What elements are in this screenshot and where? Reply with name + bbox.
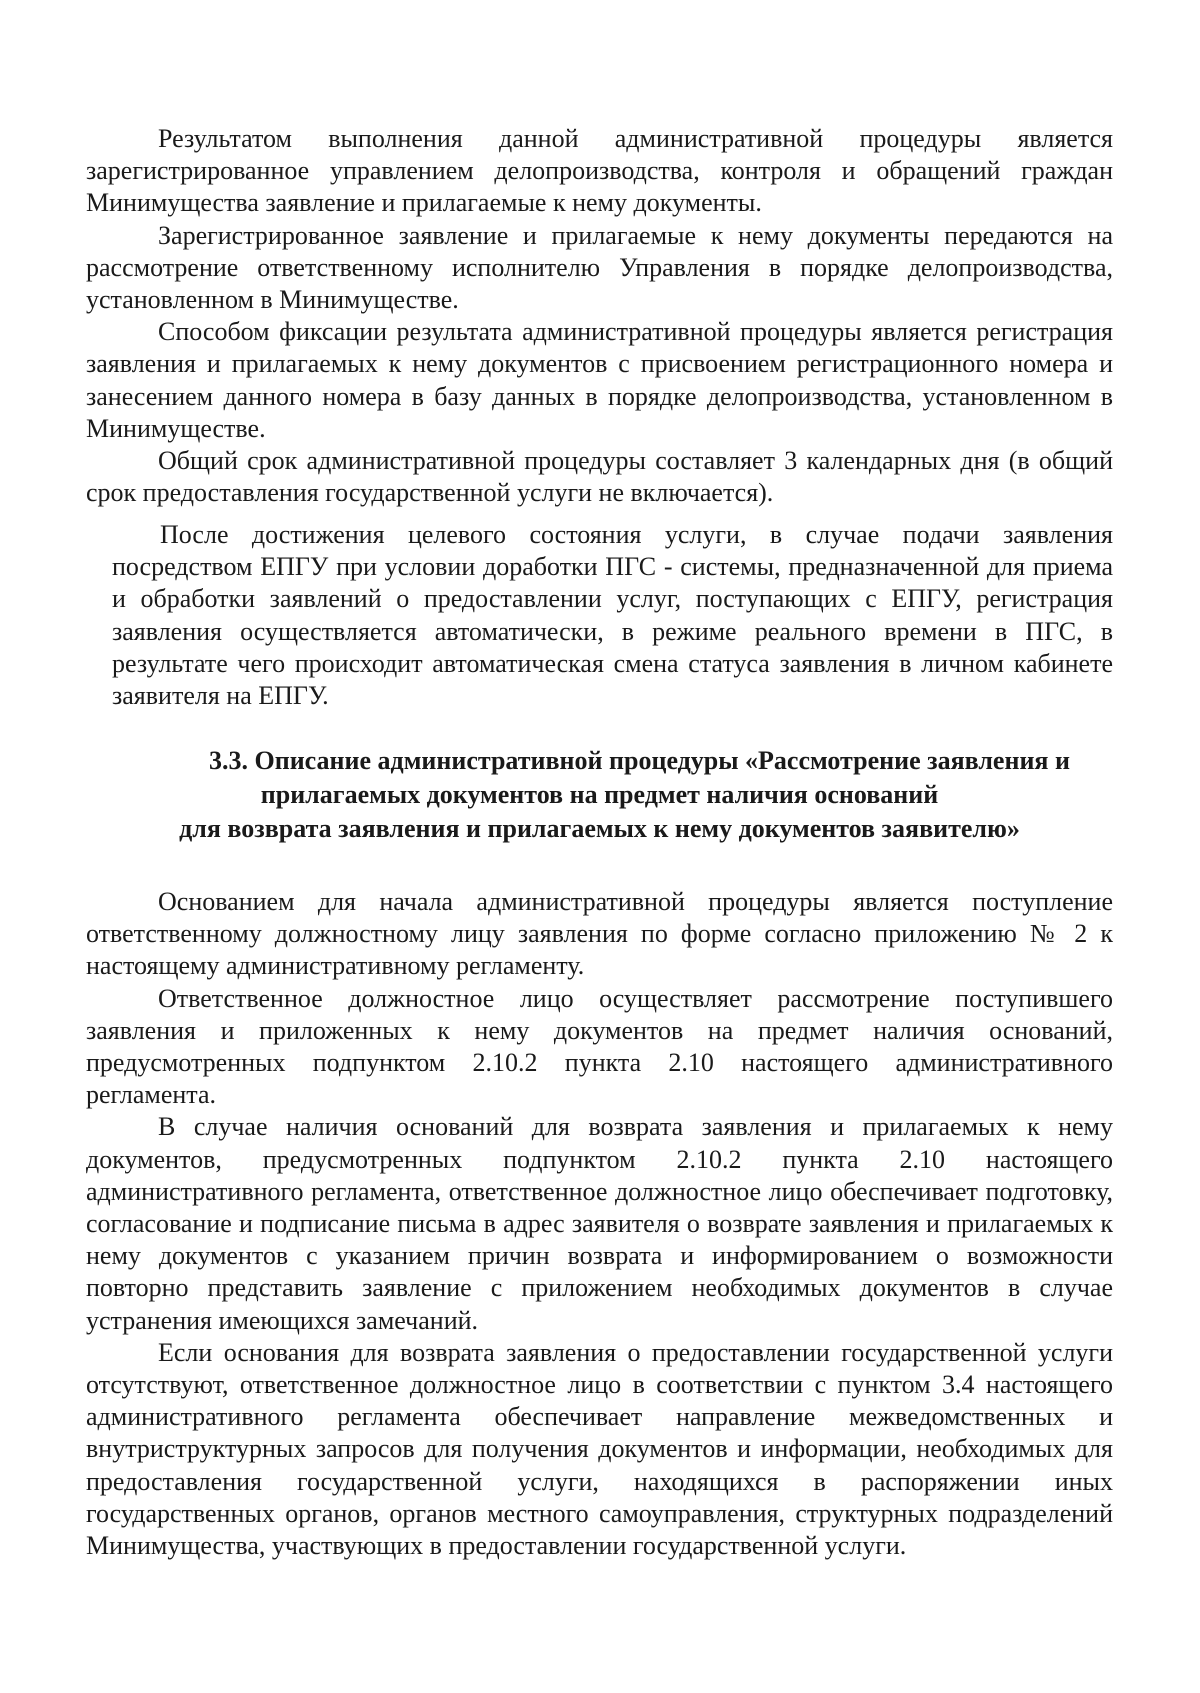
paragraph: Основанием для начала административной процедуры является поступление ответственному должностному лицу заявления по форме согласно приложению № 2 к настоящему административному регламенту. (86, 887, 1113, 981)
paragraph: Общий срок административной процедуры составляет 3 календарных дня (в общий срок предоставления государственной услуги не включается). (86, 446, 1113, 508)
heading-line: 3.3. Описание административной процедуры «Рассмотрение заявления и (209, 746, 1070, 775)
paragraph: Ответственное должностное лицо осуществляет рассмотрение поступившего заявления и приложенных к нему документов на предмет наличия оснований, предусмотренных подпунктом 2.10.2 пункта 2.10 настоящего административного регламента. (86, 983, 1113, 1110)
paragraph: Результатом выполнения данной административной процедуры является зарегистрированное управлением делопроизводства, контроля и обращений граждан Минимущества заявление и прилагаемые к нему документы. (86, 124, 1113, 218)
paragraph: После достижения целевого состояния услуги, в случае подачи заявления посредством ЕПГУ при условии доработки ПГС - системы, предназначенной для приема и обработки заявлений о предоставлении услуг, поступающих с ЕПГУ, регистрация заявления осуществляется автоматически, в режиме реального времени в ПГС, в результате чего происходит автоматическая смена статуса заявления в личном кабинете заявителя на ЕПГУ. (112, 520, 1113, 711)
paragraph: Способом фиксации результата административной процедуры является регистрация заявления и прилагаемых к нему документов с присвоением регистрационного номера и занесением данного номера в базу данных в порядке делопроизводства, установленном в Минимуществе. (86, 317, 1113, 443)
paragraph: В случае наличия оснований для возврата заявления и прилагаемых к нему документов, предусмотренных подпунктом 2.10.2 пункта 2.10 настоящего административного регламента, ответственное должностное лицо обеспечивает подготовку, согласование и подписание письма в адрес заявителя о возврате заявления и прилагаемых к нему документов с указанием причин возврата и информированием о возможности повторно представить заявление с приложением необходимых документов в случае устранения имеющихся замечаний. (86, 1112, 1113, 1335)
section-heading (86, 744, 1113, 846)
paragraph: Если основания для возврата заявления о предоставлении государственной услуги отсутствуют, ответственное должностное лицо в соответствии с пунктом 3.4 настоящего административного регламента обеспечивает направление межведомственных и внутриструктурных запросов для получения документов и информации, необходимых для предоставления государственной услуги, находящихся в распоряжении иных государственных органов, органов местного самоуправления, структурных подразделений Минимущества, участвующих в предоставлении государственной услуги. (86, 1337, 1113, 1561)
section-review-procedure (86, 886, 1113, 1562)
section-epgu-registration (112, 519, 1113, 712)
heading-line: для возврата заявления и прилагаемых к нему документов заявителю» (179, 814, 1020, 843)
paragraph: Зарегистрированное заявление и прилагаемые к нему документы передаются на рассмотрение ответственному исполнителю Управления в порядке делопроизводства, установленном в Минимуществе. (86, 220, 1113, 315)
heading-line: прилагаемых документов на предмет наличия оснований (260, 780, 939, 809)
section-registration-result (86, 123, 1113, 509)
